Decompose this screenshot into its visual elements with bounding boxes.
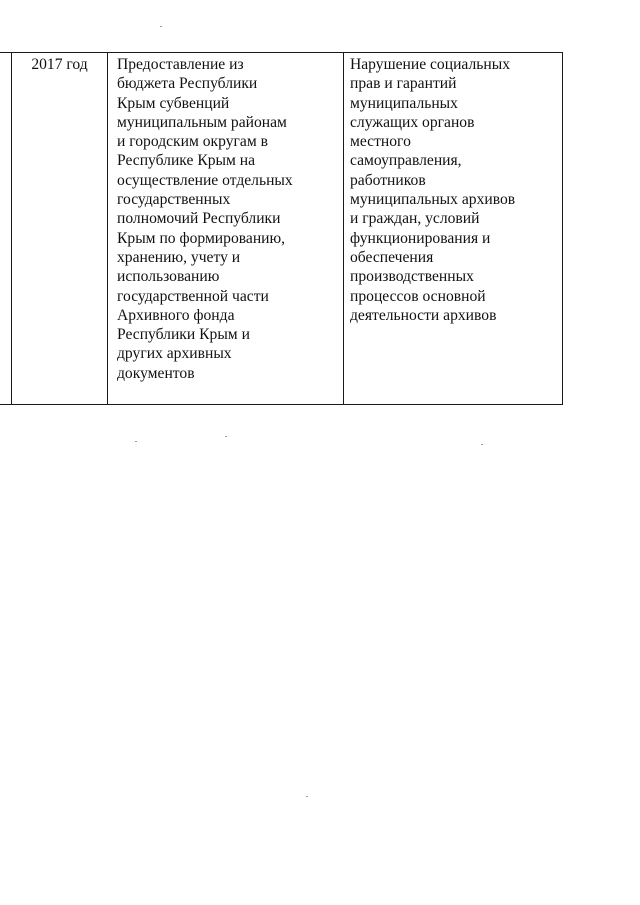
- consequence-line: муниципальных: [350, 94, 458, 112]
- scan-speck: [160, 26, 162, 27]
- description-line: осуществление отдельных: [117, 171, 293, 189]
- consequence-line: функционирования и: [350, 229, 491, 247]
- consequence-line: и граждан, условий: [350, 210, 480, 228]
- consequence-line: процессов основной: [350, 287, 486, 305]
- description-line: государственной части: [117, 287, 269, 305]
- description-line: Архивного фонда: [117, 306, 235, 324]
- description-line: полномочий Республики: [117, 210, 281, 228]
- consequence-line: муниципальных архивов: [350, 191, 516, 209]
- description-line: Республике Крым на: [117, 152, 256, 170]
- consequence-line: Нарушение социальных: [350, 56, 510, 73]
- year-text: 2017 год: [31, 56, 88, 73]
- description-line: документов: [117, 364, 195, 382]
- description-line: Республики Крым и: [117, 326, 250, 344]
- scan-speck: [481, 444, 483, 445]
- measures-table: [11, 52, 563, 405]
- description-line: Крым субвенций: [117, 94, 230, 112]
- consequence-line: деятельности архивов: [350, 306, 497, 324]
- year-cell: [12, 53, 108, 405]
- description-line: использованию: [117, 268, 220, 286]
- description-line: Крым по формированию,: [117, 229, 286, 247]
- consequence-line: работников: [350, 171, 426, 189]
- consequence-line: местного: [350, 133, 411, 151]
- consequence-line: прав и гарантий: [350, 75, 457, 93]
- consequence-line: служащих органов: [350, 113, 475, 131]
- description-line: других архивных: [117, 345, 232, 363]
- scan-speck: [306, 796, 308, 797]
- description-line: бюджета Республики: [117, 75, 258, 93]
- consequence-cell: [344, 53, 563, 405]
- scan-speck: [135, 441, 137, 442]
- description-line: государственных: [117, 191, 231, 209]
- description-line: хранению, учету и: [117, 248, 241, 266]
- description-line: Предоставление из: [117, 56, 244, 73]
- description-line: муниципальным районам: [117, 113, 287, 131]
- description-line: и городским округам в: [117, 133, 268, 151]
- table-row: [12, 53, 563, 405]
- consequence-line: производственных: [350, 268, 474, 286]
- description-cell: [108, 53, 344, 405]
- scan-speck: [225, 436, 227, 437]
- consequence-line: самоуправления,: [350, 152, 462, 170]
- consequence-line: обеспечения: [350, 248, 434, 266]
